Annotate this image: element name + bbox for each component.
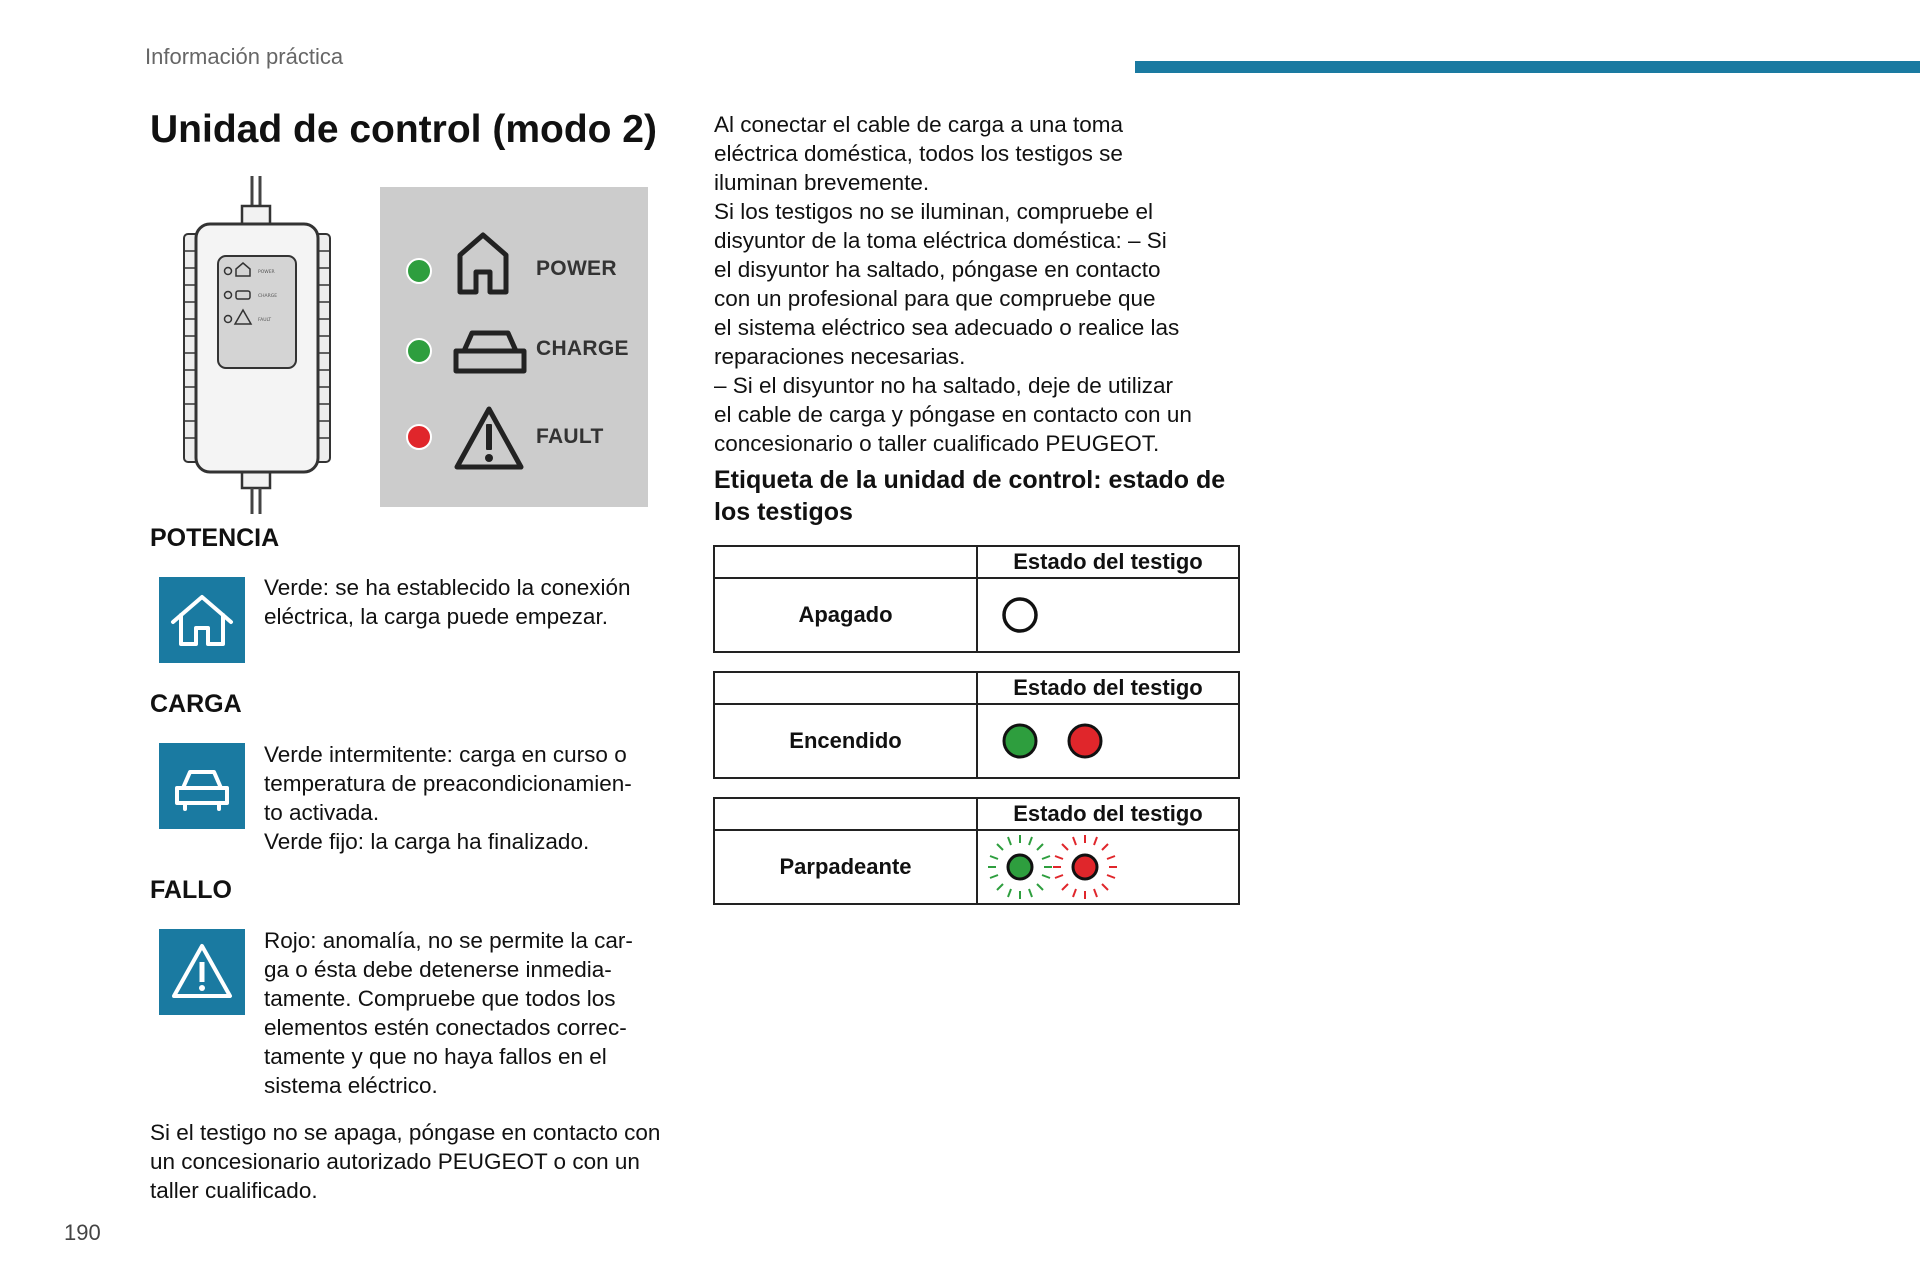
- paragraph-line: disyuntor de la toma eléctrica doméstica: – Si: [714, 228, 1167, 253]
- header-section-title: Información práctica: [145, 44, 344, 69]
- section-heading-carga: CARGA: [150, 690, 242, 718]
- paragraph-line: el disyuntor ha saltado, póngase en contacto: [714, 257, 1161, 282]
- desc-line: ga o ésta debe detenerse inmedia-: [264, 957, 612, 982]
- paragraph-line: con un profesional para que compruebe que: [714, 286, 1156, 311]
- status-state-label: Encendido: [714, 704, 977, 778]
- paragraph-line: eléctrica doméstica, todos los testigos se: [714, 141, 1123, 166]
- charge-led: [407, 339, 431, 363]
- desc-line: Rojo: anomalía, no se permite la car-: [264, 928, 633, 953]
- mini-label-fault: FAULT: [258, 318, 272, 323]
- desc-line: eléctrica, la carga puede empezar.: [264, 604, 608, 629]
- desc-line: sistema eléctrico.: [264, 1073, 438, 1098]
- paragraph-line: Al conectar el cable de carga a una toma: [714, 112, 1123, 137]
- desc-line: elementos estén conectados correc-: [264, 1015, 627, 1040]
- paragraph-line: el cable de carga y póngase en contacto con un: [714, 402, 1192, 427]
- page-title: Unidad de control (modo 2): [150, 108, 657, 151]
- red-lamp-icon: [1069, 725, 1101, 757]
- red-blink-lamp-icon: [1073, 855, 1097, 879]
- status-table-on: [713, 671, 1240, 779]
- desc-line: tamente. Compruebe que todos los: [264, 986, 616, 1011]
- paragraph-line: iluminan brevemente.: [714, 170, 930, 195]
- desc-line: tamente y que no haya fallos en el: [264, 1044, 607, 1069]
- desc-line: Verde: se ha establecido la conexión: [264, 575, 631, 600]
- paragraph-line: – Si el disyuntor no ha saltado, deje de utilizar: [714, 373, 1174, 398]
- section-desc-fallo: [264, 926, 633, 1100]
- desc-line: Verde fijo: la carga ha finalizado.: [264, 829, 590, 854]
- fault-led: [407, 425, 431, 449]
- control-unit-label-panel: [380, 187, 648, 507]
- status-table-heading: Etiqueta de la unidad de control: estado de los testigos: [714, 466, 1226, 526]
- intro-paragraph: [714, 110, 1244, 458]
- mini-label-power: POWER: [258, 270, 275, 275]
- label-charge-text: CHARGE: [536, 337, 629, 360]
- off-lamp-icon: [1004, 599, 1036, 631]
- section-desc-carga: [264, 740, 632, 856]
- green-blink-lamp-icon: [1008, 855, 1032, 879]
- status-table-off: [713, 545, 1240, 653]
- warning-icon: [159, 929, 245, 1015]
- car-icon: [159, 743, 245, 829]
- status-table-header: Estado del testigo: [977, 546, 1239, 578]
- desc-line: temperatura de preacondicionamien-: [264, 771, 632, 796]
- power-led: [407, 259, 431, 283]
- house-icon: [159, 577, 245, 663]
- label-power-text: POWER: [536, 257, 617, 280]
- status-table-header: Estado del testigo: [977, 798, 1239, 830]
- header-accent-bar: [1135, 61, 1920, 73]
- green-lamp-icon: [1004, 725, 1036, 757]
- status-table-header: Estado del testigo: [977, 672, 1239, 704]
- section-heading-potencia: POTENCIA: [150, 524, 280, 552]
- status-table-blinking: [713, 797, 1240, 905]
- desc-line: to activada.: [264, 800, 380, 825]
- paragraph-line: reparaciones necesarias.: [714, 344, 966, 369]
- page-number: 190: [64, 1220, 101, 1245]
- section-heading-fallo: FALLO: [150, 876, 232, 904]
- indicator-on: [977, 704, 1239, 778]
- mini-label-charge: CHARGE: [258, 294, 278, 299]
- paragraph-line: Si los testigos no se iluminan, compruebe el: [714, 199, 1153, 224]
- house-icon: [460, 235, 506, 292]
- paragraph-line: concesionario o taller cualificado PEUGEOT.: [714, 431, 1160, 456]
- section-desc-potencia: [264, 573, 631, 631]
- indicator-blinking: [977, 830, 1239, 904]
- desc-line: Verde intermitente: carga en curso o: [264, 742, 627, 767]
- car-icon: [456, 333, 524, 371]
- label-fault-text: FAULT: [536, 425, 604, 448]
- contact-note: Si el testigo no se apaga, póngase en contacto con un concesionario autorizado PEUGEOT o con un taller cualificado.: [150, 1120, 661, 1203]
- paragraph-line: el sistema eléctrico sea adecuado o realice las: [714, 315, 1180, 340]
- control-unit-illustration: [172, 176, 342, 516]
- status-state-label: Parpadeante: [714, 830, 977, 904]
- status-state-label: Apagado: [714, 578, 977, 652]
- indicator-off: [977, 578, 1239, 652]
